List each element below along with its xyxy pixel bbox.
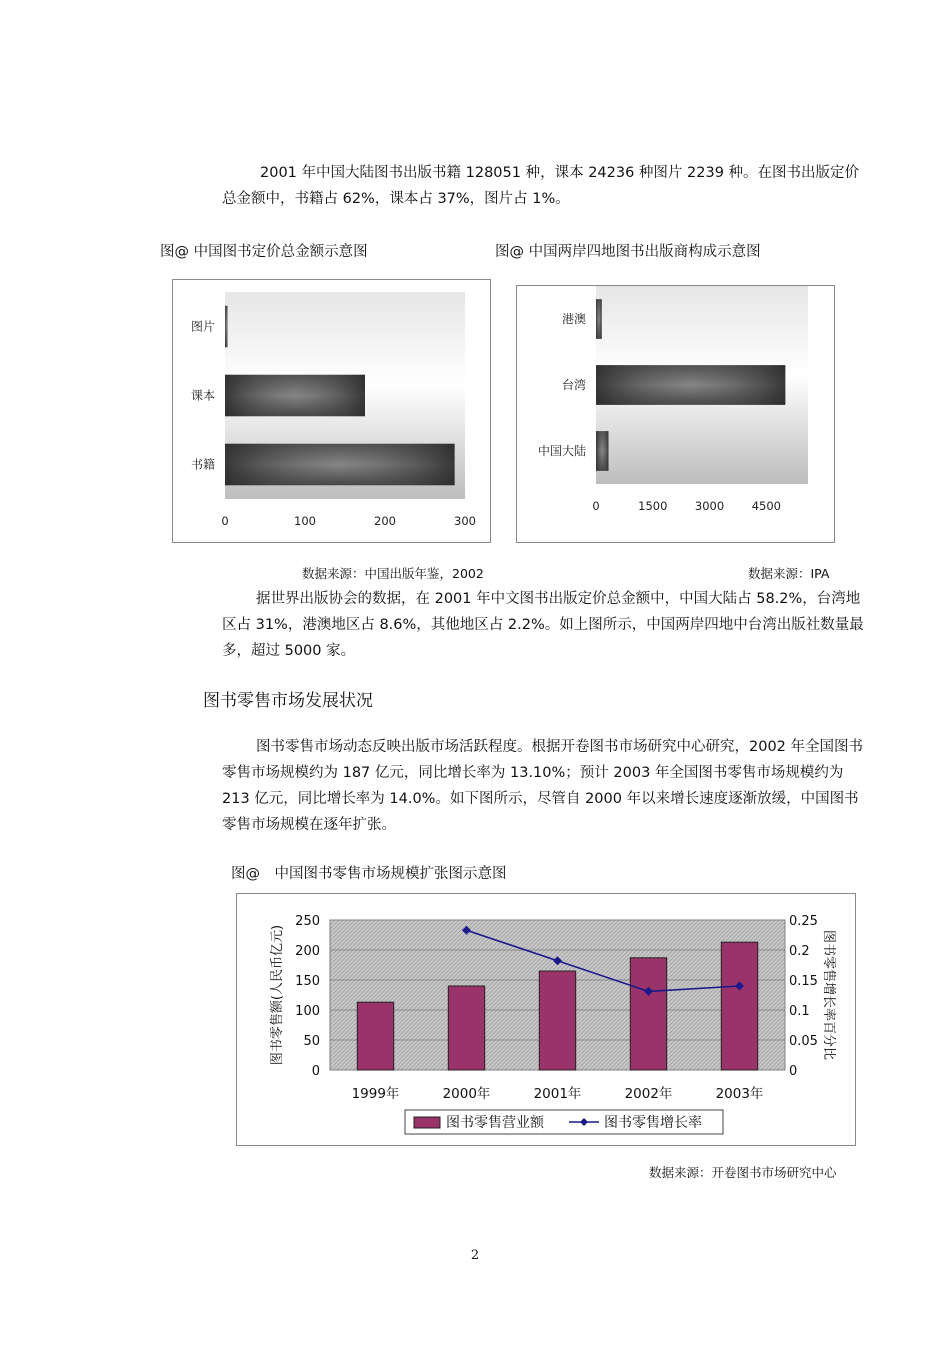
figure2-tick-label: 4500 [751, 499, 781, 513]
figure3-source: 数据来源：开卷图书市场研究中心 [649, 1165, 837, 1180]
figure3-right-tick-label: 0.25 [789, 914, 818, 929]
figure3-left-tick-label: 100 [295, 1004, 320, 1019]
figure2-source: 数据来源：IPA [748, 566, 830, 581]
figure3-bar [357, 1002, 393, 1070]
figure2-category-label: 港澳 [561, 312, 586, 326]
figure2-chart [516, 285, 835, 543]
figure1-bar-shade [225, 444, 455, 485]
figure3-left-axis-title: 图书零售额(人民币亿元) [270, 924, 285, 1066]
figure1-bar-shade [225, 306, 227, 347]
figure1-tick-label: 200 [374, 514, 396, 528]
figure3-chart-svg [237, 894, 855, 1145]
figure2-category-label: 中国大陆 [537, 444, 586, 458]
figure3-chart [236, 893, 856, 1146]
page-number: 2 [470, 1248, 480, 1263]
figure1-source: 数据来源：中国出版年鉴，2002 [302, 566, 484, 581]
retail-market-paragraph: 图书零售市场动态反映出版市场活跃程度。根据开卷图书市场研究中心研究，2002 年全国图书零售市场规模约为 187 亿元，同比增长率为 13.10%；预计 2003 年全国图书零售市场规模约为 213 亿元，同比增长率为 14.0%。如下图所示，尽管自 2000 年以来增长速度逐渐放缓，中国图书零售市场规模在逐年扩张。 [222, 739, 864, 833]
figure1-tick-label: 0 [221, 514, 229, 528]
figure3-right-tick-label: 0.05 [789, 1034, 818, 1049]
figure3-caption: 图@ 中国图书零售市场规模扩张图示意图 [231, 866, 507, 882]
figure3-legend-line-label: 图书零售增长率 [604, 1115, 702, 1131]
figure2-tick-label: 3000 [694, 499, 725, 513]
figure3-bar [448, 986, 484, 1070]
figure3-category-label: 2001年 [533, 1086, 582, 1102]
figure1-category-label: 课本 [190, 388, 215, 403]
figure1-tick-label: 300 [454, 514, 476, 528]
figure3-right-tick-label: 0.1 [789, 1004, 810, 1019]
figure1-chart [172, 279, 491, 543]
figure2-category-label: 台湾 [561, 378, 586, 392]
figure2-bar-shade [596, 365, 785, 405]
figure2-chart-svg [517, 286, 834, 542]
figure1-category-label: 书籍 [190, 457, 215, 472]
figure3-category-label: 2000年 [442, 1086, 491, 1102]
figure3-legend-bar-swatch [414, 1117, 440, 1128]
figure3-right-tick-label: 0.2 [789, 944, 810, 959]
figure2-bar-shade [596, 431, 608, 471]
figure2-bar-shade [596, 299, 602, 339]
figure3-legend-bar-label: 图书零售营业额 [446, 1115, 544, 1131]
figure3-right-tick-label: 0 [789, 1064, 798, 1079]
figure3-category-label: 2002年 [624, 1086, 673, 1102]
figure3-left-tick-label: 150 [295, 974, 320, 989]
figure3-right-tick-label: 0.15 [789, 974, 818, 989]
section-heading: 图书零售市场发展状况 [203, 691, 373, 711]
figure1-bar-shade [225, 375, 365, 416]
figure1-caption: 图@ 中国图书定价总金额示意图 [160, 244, 368, 260]
figure3-left-tick-label: 0 [311, 1064, 320, 1079]
intro-paragraph: 2001 年中国大陆图书出版书籍 128051 种，课本 24236 种图片 2239 种。在图书出版定价总金额中，书籍占 62%，课本占 37%，图片占 1%。 [222, 165, 860, 207]
figure3-right-axis-title: 图书零售增长率百分比 [821, 929, 836, 1061]
figure1-category-label: 图片 [190, 319, 215, 334]
market-share-paragraph: 据世界出版协会的数据，在 2001 年中文图书出版定价总金额中，中国大陆占 58.2%，台湾地区占 31%，港澳地区占 8.6%，其他地区占 2.2%。如上图所示，中国两岸四地中台湾出版社数量最多，超过 5000 家。 [222, 591, 864, 659]
figure3-bar [539, 971, 575, 1070]
figure2-tick-label: 1500 [638, 499, 668, 513]
figure3-bar [630, 958, 666, 1070]
figure3-bar [721, 942, 757, 1070]
figure3-left-tick-label: 200 [295, 944, 320, 959]
figure1-tick-label: 100 [294, 514, 316, 528]
figure1-chart-svg [173, 280, 490, 542]
figure2-caption: 图@ 中国两岸四地图书出版商构成示意图 [495, 244, 761, 260]
figure3-left-tick-label: 50 [303, 1034, 320, 1049]
figure2-tick-label: 0 [592, 499, 600, 513]
figure3-category-label: 2003年 [715, 1086, 764, 1102]
figure3-left-tick-label: 250 [295, 914, 320, 929]
figure3-category-label: 1999年 [351, 1086, 400, 1102]
